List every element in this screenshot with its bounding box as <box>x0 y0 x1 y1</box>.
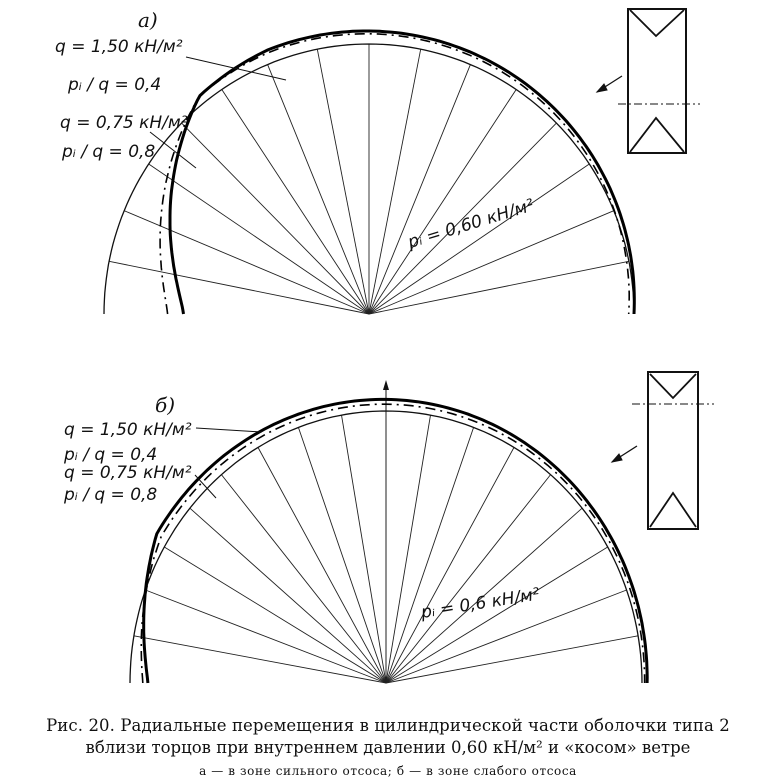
leader-q075-a <box>150 132 196 168</box>
panel-b-ray <box>145 590 386 683</box>
wind-arrowhead-a <box>597 84 607 92</box>
plan-inset-b <box>612 372 714 529</box>
leader-q150-b <box>196 428 262 432</box>
panel-b-ray <box>190 508 386 683</box>
panel-b-label: б) <box>155 393 176 417</box>
leader-q150-a <box>186 57 286 80</box>
label-q150-a: q = 1,50 кН/м² <box>55 37 183 57</box>
caption-line-3: а — в зоне сильного отсоса; б — в зоне слабого отсоса <box>199 764 577 778</box>
panel-a-label: а) <box>138 8 158 32</box>
panel-a-ray <box>182 123 369 314</box>
panel-b <box>63 372 714 683</box>
caption-line-2: вблизи торцов при внутреннем давлении 0,60 кН/м² и «косом» ветре <box>85 738 691 757</box>
panel-a <box>55 8 700 314</box>
deformed-profile-q150-a <box>170 31 634 314</box>
label-ratio04-a: pᵢ / q = 0,4 <box>68 75 162 95</box>
inset-rectangle-a <box>628 9 686 153</box>
label-pressure-b: pᵢ = 0,6 кН/м² <box>419 584 542 623</box>
label-pressure-a: pᵢ = 0,60 кН/м² <box>405 195 537 253</box>
label-q150-b: q = 1,50 кН/м² <box>64 420 192 440</box>
plan-inset-a <box>597 9 700 153</box>
inset-top-triangle-b <box>650 374 696 398</box>
radial-rays-a <box>109 44 629 314</box>
label-ratio08-a: pᵢ / q = 0,8 <box>62 142 156 162</box>
label-ratio08-b: pᵢ / q = 0,8 <box>64 485 158 505</box>
panel-b-ray <box>386 475 551 683</box>
label-ratio04-b: pᵢ / q = 0,4 <box>64 445 158 465</box>
axis-arrowhead-b <box>383 380 389 390</box>
label-q075-b: q = 0,75 кН/м² <box>64 463 192 483</box>
deformed-profile-q150-b <box>144 399 648 683</box>
radial-rays-b <box>134 411 638 683</box>
caption-line-1: Рис. 20. Радиальные перемещения в цилиндрической части оболочки типа 2 <box>46 716 730 735</box>
inset-top-triangle-a <box>630 10 684 36</box>
panel-a-ray <box>268 65 369 314</box>
panel-b-ray <box>298 427 386 683</box>
inset-bottom-triangle-b <box>650 493 696 527</box>
panel-b-ray <box>386 427 474 683</box>
deformed-profile-q075-a <box>160 34 629 314</box>
panel-b-ray <box>221 475 386 683</box>
label-q075-a: q = 0,75 кН/м² <box>60 113 188 133</box>
inset-rectangle-b <box>648 372 698 529</box>
inset-bottom-triangle-a <box>630 118 684 152</box>
wind-arrowhead-b <box>612 454 622 462</box>
panel-a-ray <box>369 65 470 314</box>
